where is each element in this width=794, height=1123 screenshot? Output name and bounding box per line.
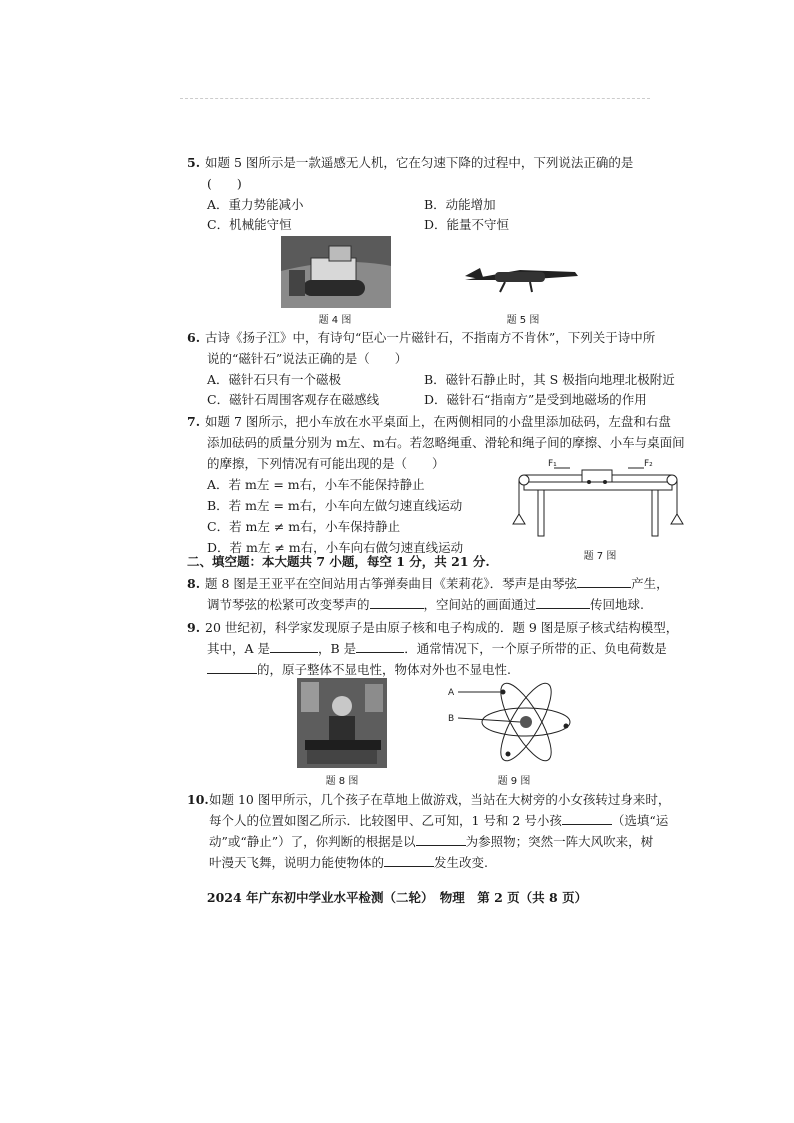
- question-text: 为参照物；突然一阵大风吹来，树: [465, 834, 654, 849]
- option-b: B．若 m左 = m右，小车向左做匀速直线运动: [207, 498, 463, 513]
- question-text: 叶漫天飞舞，说明力能使物体的: [209, 855, 385, 870]
- question-text: 如题 10 图甲所示，几个孩子在草地上做游戏，当站在大树旁的小女孩转过身来时，: [209, 792, 671, 807]
- question-line: 说的“磁针石”说法正确的是（ ）: [207, 351, 408, 366]
- answer-paren: ( ): [207, 176, 242, 191]
- page-top-rule: [180, 98, 650, 99]
- question-number: 8.: [187, 576, 201, 591]
- atom-model-figure: [448, 678, 578, 770]
- page-footer: 2024 年广东初中学业水平检测（二轮） 物理 第 2 页（共 8 页）: [206, 890, 588, 905]
- question-line: 的摩擦，下列情况有可能出现的是（ ）: [207, 456, 445, 471]
- question-number: 9.: [187, 620, 201, 635]
- question-text: ，B 是: [318, 641, 357, 656]
- option-d: D．能量不守恒: [424, 217, 510, 232]
- fig9-caption: 题 9 图: [497, 776, 531, 787]
- fig5-caption: 题 5 图: [506, 315, 540, 326]
- question-text: 产生，: [631, 576, 669, 591]
- question-text: 其中，A 是: [207, 641, 271, 656]
- question-line: 添加砝码的质量分别为 m左、m右。若忽略绳重、滑轮和绳子间的摩擦、小车与桌面间: [207, 435, 685, 450]
- fig4-caption: 题 4 图: [318, 315, 352, 326]
- option-c: C．磁针石周围客观存在磁感线: [207, 392, 380, 407]
- answer-blank[interactable]: [270, 652, 318, 653]
- option-a: A．重力势能减小: [207, 197, 304, 212]
- question-text: 调节琴弦的松紧可改变琴声的: [207, 597, 370, 612]
- question-line: 古诗《扬子江》中，有诗句“臣心一片磁针石，不指南方不肯休”，下列关于诗中所: [205, 330, 656, 345]
- option-d: D．磁针石“指南方”是受到地磁场的作用: [424, 392, 647, 407]
- astronaut-guzheng-photo: [297, 678, 387, 768]
- answer-blank[interactable]: [416, 845, 466, 846]
- answer-blank[interactable]: [207, 673, 257, 674]
- question-9: [187, 617, 687, 680]
- cart-table-figure: [510, 458, 685, 538]
- question-text: 的，原子整体不显电性，物体对外也不显电性.: [257, 662, 511, 677]
- question-text: 发生改变.: [434, 855, 488, 870]
- question-number: 5.: [187, 155, 201, 170]
- question-text: ，空间站的画面通过: [423, 597, 537, 612]
- option-a: A．磁针石只有一个磁极: [207, 372, 342, 387]
- question-number: 10.: [187, 792, 209, 807]
- answer-blank[interactable]: [536, 608, 590, 609]
- question-5: [187, 152, 687, 236]
- fig8-caption: 题 8 图: [325, 776, 359, 787]
- answer-blank[interactable]: [577, 587, 631, 588]
- answer-blank[interactable]: [356, 652, 404, 653]
- option-a: A．若 m左 = m右，小车不能保持静止: [207, 477, 425, 492]
- question-text: 每个人的位置如图乙所示．比较图甲、乙可知，1 号和 2 号小孩: [209, 813, 562, 828]
- force-f1-label: F₁: [548, 459, 557, 469]
- question-text: 动”或“静止”）了，你判断的根据是以: [209, 834, 416, 849]
- question-number: 7.: [187, 414, 201, 429]
- option-d: D．若 m左 ≠ m右，小车向右做匀速直线运动: [207, 540, 464, 555]
- option-c: C．若 m左 ≠ m右，小车保持静止: [207, 519, 401, 534]
- force-f2-label: F₂: [644, 459, 653, 469]
- bulldozer-photo: [281, 236, 391, 308]
- answer-blank[interactable]: [384, 866, 434, 867]
- fig7-caption: 题 7 图: [583, 551, 617, 562]
- label-a: A: [448, 688, 455, 698]
- option-c: C．机械能守恒: [207, 217, 292, 232]
- question-10: [187, 789, 697, 873]
- question-text: 20 世纪初，科学家发现原子是由原子核和电子构成的．题 9 图是原子核式结构模型，: [205, 620, 679, 635]
- question-stem: 如题 5 图所示是一款遥感无人机，它在匀速下降的过程中，下列说法正确的是: [205, 155, 634, 170]
- question-line: 如题 7 图所示，把小车放在水平桌面上，在两侧相同的小盘里添加砝码，左盘和右盘: [205, 414, 671, 429]
- question-text: （选填“运: [611, 813, 669, 828]
- question-text: 传回地球.: [590, 597, 645, 612]
- answer-blank[interactable]: [370, 608, 424, 609]
- answer-blank[interactable]: [562, 824, 612, 825]
- drone-figure: [460, 258, 585, 298]
- label-b: B: [448, 714, 455, 724]
- option-b: B．动能增加: [424, 197, 496, 212]
- question-number: 6.: [187, 330, 201, 345]
- question-6: [187, 327, 687, 411]
- section-title: 二、填空题：本大题共 7 小题，每空 1 分，共 21 分.: [187, 554, 490, 569]
- question-text: 题 8 图是王亚平在空间站用古筝弹奏曲目《茉莉花》．琴声是由琴弦: [205, 576, 578, 591]
- option-b: B．磁针石静止时，其 S 极指向地理北极附近: [424, 372, 675, 387]
- question-text: ．通常情况下，一个原子所带的正、负电荷数是: [404, 641, 667, 656]
- question-8: [187, 573, 687, 615]
